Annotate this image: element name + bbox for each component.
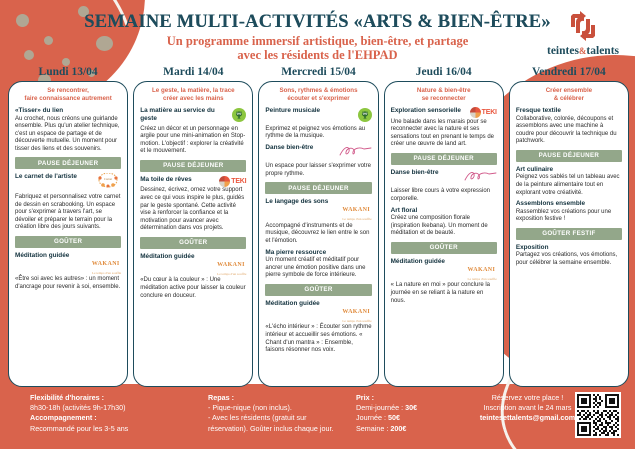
activity-header [15,173,121,193]
activity-block [265,249,371,280]
activity-header [391,169,497,188]
logo-wordmark [537,45,629,57]
activity-block [15,107,121,153]
activity-header [140,253,246,277]
activity-title: «Tisser» du lien [15,107,64,114]
activity-header [516,166,622,174]
day-label: Lundi 13/04 [38,66,98,78]
teki-mark-icon [470,107,481,118]
activity-header [391,258,497,282]
price-full-day [356,413,466,423]
price-half-day [356,403,466,413]
day-theme-line-1: Se rencontrer, [47,87,89,94]
owl-mark-icon [358,108,372,122]
subtitle-line-2: avec les résidents de l'EHPAD [237,48,398,62]
meal-badge: PAUSE DÉJEUNER [265,182,371,194]
meal-badge: GOÛTER [265,284,371,296]
activity-title: Assemblons ensemble [515,200,586,208]
meal-badge: GOÛTER [391,242,497,254]
activity-title: Méditation guidée [140,252,195,260]
activity-header [391,107,497,118]
activity-description: Dessinez, écrivez, ornez votre support avec ce qui vous inspire le plus, guidés par le geste spontané. Cette activité vise à renforcer la confiance et la motivation pour avancer avec détermination dans vos projets. [140,187,245,232]
support-value: Recommandé pour les 3-5 ans [30,423,129,433]
activity-description: «Être soi avec les autres» : un moment d'ancrage pour revenir à soi, ensemble. [15,276,121,291]
meals-label: Repas : [208,393,234,402]
activity-title: Fresque textile [515,107,561,114]
activity-description: Partagez vos créations, vos émotions, pour célébrer la semaine ensemble. [515,252,618,266]
price-half-day-value: 30€ [405,403,418,413]
activity-description: Un moment créatif et méditatif pour ancrer une émotion positive dans une pierre symbole de force intérieure. [265,257,366,279]
activity-header [516,244,622,252]
activity-title: Exposition [515,243,549,251]
day-theme [391,87,497,103]
day-theme-line-1: Nature & bien-être [416,87,471,94]
activity-block [140,107,246,156]
activity-block [265,107,371,141]
day-label: Vendredi 17/04 [532,66,606,78]
price-half-day-label: Demi-journée : [356,403,406,413]
support-label: Accompagnement : [30,413,97,423]
day-theme-line-1: Le geste, la matière, la trace [152,87,235,94]
day-column [384,66,504,387]
activity-title: Le carnet de l'artiste [15,173,77,181]
activity-description: Créez un décor et un personnage en argile pour une mini-animation en Stop-motion. L'objectif : explorer la créativité et le mouvement. [140,125,246,155]
activity-description: Peignez vos sablés tel un tableau avec de la peinture alimentaire tout en explorant votre créativité. [515,174,620,196]
activity-block [265,144,371,179]
qr-code-icon [577,394,619,436]
wakani-icon [92,252,121,276]
day-theme-line-1: Créer ensemble [545,87,593,94]
activity-description: Au crochet, nous créons une guirlande ensemble. Plus qu'un atelier technique, c'est un espace de partage et de découverte mutuelle. Un moment pour tisser des liens et des souvenirs. [15,115,120,152]
day-card [133,81,253,387]
activity-header [516,107,622,115]
price-week-label: Semaine : [356,423,391,433]
wakani-label: WAKANI Le temps d'un souffle [217,261,247,276]
day-card [8,81,128,387]
price-full-day-value: 50€ [387,413,400,423]
activity-header [140,107,246,125]
teki-label: TEKI [231,177,247,185]
activity-header [391,207,497,215]
meal-badge: PAUSE DÉJEUNER [516,150,622,162]
activity-title: Méditation guidée [15,251,70,259]
signature-mark-icon [463,169,497,183]
activity-block [391,107,497,149]
activity-block [516,200,622,224]
wreath-mark-icon [95,173,121,188]
activity-title: Danse bien-être [390,168,439,176]
activity-description: Créez une composition florale (inspiration Ikebana). Un moment de méditation et de beauté. [390,215,488,237]
signature-icon [338,144,372,163]
wakani-label: WAKANI Le temps d'un souffle [467,266,497,281]
poster-footer [0,384,635,449]
price-label: Prix : [356,393,374,402]
activity-title: Danse bien-être [265,143,314,151]
owl-icon [232,107,246,125]
activity-block [15,252,121,292]
day-theme-line-2: écouter et s'exprimer [287,95,350,102]
activity-description: Fabriquez et personnalisez votre carnet de dessin en scrabooking. Un espace pour s'exprimer à travers l'art, se dévoiler et préparer le terrain pour la création libre des jours suivants. [15,193,121,231]
meal-badge: PAUSE DÉJEUNER [391,153,497,165]
day-card [509,81,629,387]
price-week [356,424,466,434]
activity-header [15,107,121,115]
activity-title: Ma pierre ressource [265,248,327,256]
activity-title: Peinture musicale [265,107,321,114]
wakani-label: WAKANI Le temps d'un souffle [342,308,372,323]
teki-label: TEKI [481,109,497,116]
activity-block [391,258,497,305]
day-column [8,66,128,387]
day-theme-line-2: faire connaissance autrement [24,95,112,102]
activity-block [391,207,497,238]
signature-mark-icon [338,144,372,158]
teki-icon [470,107,497,118]
activity-header [516,200,622,208]
poster-header [0,4,635,62]
meals-line-1: - Pique-nique (non inclus). [208,403,292,413]
day-column [509,66,629,387]
teki-mark-icon [219,176,230,187]
day-column [258,66,378,387]
day-columns [8,66,629,387]
activity-header [265,144,371,163]
activity-description: Accompagné d'instruments et de musique, découvrez le lien entre le son et l'émotion. [265,222,370,245]
logo-ampersand: & [578,46,587,56]
meal-badge: PAUSE DÉJEUNER [140,160,246,172]
footer-schedule [30,393,205,434]
activity-header [15,252,121,276]
day-label: Jeudi 16/04 [415,66,472,78]
meals-line-2: - Avec les résidents (gratuit sur [208,413,307,423]
meals-line-3: réservation). Goûter inclus chaque jour. [208,423,334,433]
day-theme-line-2: se reconnecter [421,95,466,102]
day-theme-line-1: Sons, rythmes & émotions [279,87,358,94]
subtitle-line-1: Un programme immersif artistique, bien-être, et partage [166,34,469,48]
day-theme [516,87,622,103]
logo-mark-icon [563,8,603,44]
signature-icon [463,169,497,188]
activity-title: Art floral [390,206,418,214]
owl-mark-icon [232,108,246,122]
activity-description: «Du cœur à la couleur » : Une méditation active pour laisser la couleur conclure en douceur. [140,277,246,299]
activity-header [265,107,371,125]
activity-description: Une balade dans les marais pour se reconnecter avec la nature et ses sensations tout en prenant le temps de créer une œuvre de land art. [390,118,495,148]
wakani-icon [217,253,246,277]
wakani-icon [342,300,371,324]
day-label: Mardi 14/04 [163,66,224,78]
day-label: Mercredi 15/04 [281,66,356,78]
activity-title: Exploration sensorielle [390,107,461,114]
activity-title: Le langage des sons [265,198,329,206]
activity-block [140,176,246,233]
activity-block [516,107,622,146]
activity-description: « La nature en moi » pour conclure la journée en se reliant à la nature en nous. [390,282,491,304]
schedule-label: Flexibilité d'horaires : [30,393,105,402]
wreath-icon [95,173,121,193]
logo-word-talents: talents [586,45,620,57]
activity-title: La matière au service du geste [140,107,215,122]
activity-block [516,244,622,268]
activity-description: Rassemblez vos créations pour une exposition festive ! [515,208,612,223]
activity-title: Art culinaire [515,165,554,173]
price-week-value: 200€ [390,423,407,433]
meal-badge: GOÛTER [140,237,246,249]
wakani-icon [468,258,497,282]
footer-cta [470,393,585,424]
owl-icon [358,107,372,125]
brand-logo [537,8,629,66]
cta-line-2: Inscription avant le 24 mars [483,403,572,413]
day-theme [265,87,371,103]
day-column [133,66,253,387]
activity-description: «L'écho intérieur » : Écouter son rythme intérieur et accueillir ses émotions. « Chant d'un mantra » : Ensemble, faisons résonner nos voix. [265,324,372,354]
day-theme [140,87,246,103]
activity-header [265,300,371,324]
activity-description: Laisser libre cours à votre expression corporelle. [390,188,490,202]
qr-code[interactable] [575,392,621,438]
cta-email[interactable]: teintesettalents@gmail.com [479,413,576,423]
activity-header [265,249,371,257]
price-full-day-label: Journée : [356,413,388,423]
day-theme [15,87,121,103]
page-title: SEMAINE MULTI-ACTIVITÉS «ARTS & BIEN-ÊTRE» [84,12,551,32]
meal-badge: PAUSE DÉJEUNER [15,157,121,169]
activity-block [15,173,121,231]
day-theme-line-2: créer avec les mains [163,95,224,102]
wakani-label: WAKANI Le temps d'un souffle [342,207,372,222]
logo-word-teintes: teintes [546,45,579,57]
activity-block [265,300,371,355]
activity-block [391,169,497,204]
cta-line-1: Réservez votre place ! [491,393,564,402]
day-card [258,81,378,387]
activity-block [140,253,246,300]
wakani-label: WAKANI Le temps d'un souffle [91,260,122,275]
activity-title: Méditation guidée [265,299,320,307]
activity-description: Un espace pour laisser s'exprimer votre propre rythme. [265,163,371,177]
activity-block [516,166,622,197]
day-card [384,81,504,387]
activity-header [265,198,371,222]
activity-header [140,176,246,187]
activity-description: Collaborative, colorée, découpons et assemblons avec une machine à coudre pour découvrir la technique du patchwork. [515,115,617,145]
meal-badge: GOÛTER [15,236,121,248]
day-theme-line-2: & célébrer [553,95,585,102]
svg-text:Carnet: Carnet [104,177,113,182]
wakani-icon [342,198,371,222]
activity-description: Exprimez et peignez vos émotions au rythme de la musique. [265,125,366,140]
meal-badge: GOÛTER FESTIF [516,228,622,240]
teki-icon [219,176,246,187]
footer-prices [356,393,466,434]
activity-title: Ma toile de rêves [140,175,192,183]
activity-title: Méditation guidée [390,257,445,265]
schedule-value: 8h30-18h (activités 9h-17h30) [30,403,126,413]
activity-block [265,198,371,245]
